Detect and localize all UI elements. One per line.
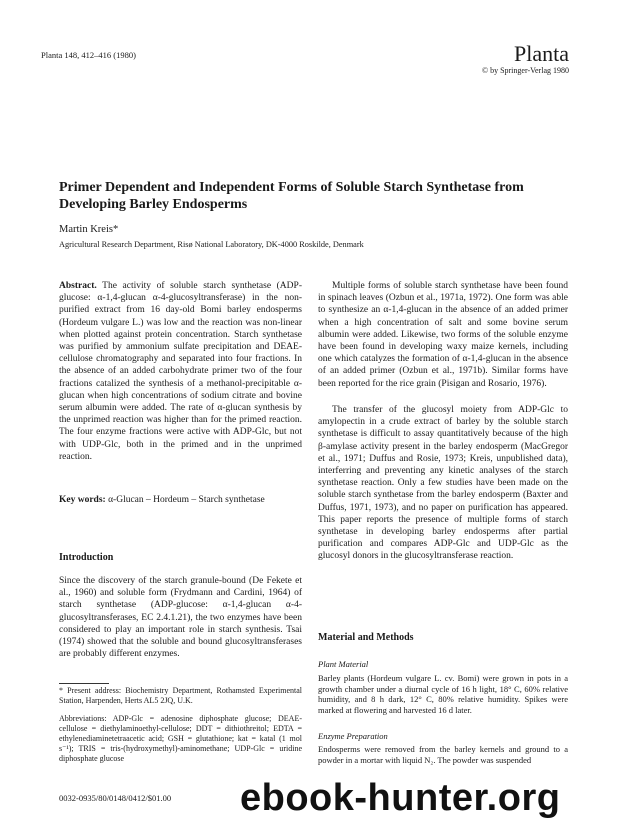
keywords-text: α-Glucan – Hordeum – Starch synthetase: [108, 495, 265, 505]
article-title: Primer Dependent and Independent Forms of Soluble Starch Synthetase from Developing Barley Endosperms: [59, 180, 524, 212]
article-code: 0032-0935/80/0148/0412/$01.00: [59, 793, 172, 803]
right-paragraph-2: The transfer of the glucosyl moiety from ADP-Glc to amylopectin in a crude extract of barley by the soluble starch synthetase is difficult to assay quantitatively because of the high β-amylase activity present in the barley endosperm (MacGregor et al., 1971; Duffus and Rosie, 1973; Kreis, unpublished data), interferring and preventing any kinetic analyses of the starch synthetase reaction. Only a few studies have been made on the soluble starch synthetase from the barley endosperm (Baxter and Duffus, 1971, 1973), and no paper on purification has appeared. This paper reports the presence of multiple forms of starch synthetase in developing barley endosperms after partial purification and compares ADP-Glc and UDP-Glc as the glucosyl donors in the glucosyltransferase reaction.: [318, 405, 568, 562]
keywords-label: Key words:: [59, 495, 106, 505]
journal-name: Planta: [514, 41, 569, 66]
footnote-divider: [59, 683, 109, 684]
plant-material-heading: Plant Material: [318, 659, 369, 669]
right-paragraph-1: Multiple forms of soluble starch synthetase have been found in spinach leaves (Ozbun et al., 1971a, 1972). One form was able to synthesize an α-1,4-glucan in the absence of an added primer when a high concentration of salt and some bovine serum albumin were added. Likewise, two forms of the soluble enzyme have been found in developing waxy maize kernels, including one which catalyzes the formation of α-1,4-glucan in the absence of an added primer (Ozbun et al., 1971b). Similar forms have been reported for the rice grain (Pisigan and Rosario, 1976).: [318, 281, 568, 389]
copyright-notice: © by Springer-Verlag 1980: [481, 66, 569, 75]
watermark-link[interactable]: ebook-hunter.org: [240, 777, 561, 819]
enzyme-preparation-text: Endosperms were removed from the barley kernels and ground to a powder in a mortar with liquid N₂. The powder was suspended: [318, 744, 568, 765]
introduction-paragraph: Since the discovery of the starch granule-bound (De Fekete et al., 1960) and soluble form (Frydmann and Cardini, 1964) of starch synthetase (ADP-glucose: α-1,4-glucan α-4-glucosyltransferases, EC 2.4.1.21), the two enzymes have been considered to play an important role in starch synthesis. Tsai (1974) showed that the soluble and bound glucosyltransferases are probably different enzymes.: [59, 576, 302, 660]
abstract-text: The activity of soluble starch synthetase (ADP-glucose: α-1,4-glucan α-4-glucosyltransferase) in the non-purified extract from 16 day-old Bomi barley endosperms (Hordeum vulgare L.) was low and the reaction was non-linear when plotted against protein concentration. Starch synthetase was purified by ammonium sulfate precipitation and DEAE-cellulose chromatography and separated into four fractions. In the absence of an added carbohydrate primer two of the four fractions catalized the synthesis of a methanol-precipitable α-glucan when high concentrations of sodium citrate and bovine serum albumin were added. The rate of α-glucan synthesis by the unprimed reaction was higher than for the primed reaction. The four enzyme fractions were active with ADP-Glc, but not with UDP-Glc, both in the primed and in the unprimed reaction.: [59, 281, 302, 462]
author-name: Martin Kreis*: [59, 224, 119, 235]
present-address-footnote: * Present address: Biochemistry Department, Rothamsted Experimental Station, Harpenden, Herts AL5 2JQ, U.K.: [59, 686, 302, 705]
methods-heading: Material and Methods: [318, 632, 414, 643]
enzyme-preparation-heading: Enzyme Preparation: [318, 731, 388, 741]
abstract-paragraph: [59, 280, 302, 463]
journal-citation: Planta 148, 412–416 (1980): [41, 50, 136, 60]
author-affiliation: Agricultural Research Department, Risø National Laboratory, DK-4000 Roskilde, Denmark: [59, 240, 364, 249]
journal-masthead: [482, 43, 569, 75]
abstract-label: Abstract.: [59, 281, 97, 291]
introduction-heading: Introduction: [59, 552, 114, 563]
keywords-line: [59, 494, 302, 506]
plant-material-text: Barley plants (Hordeum vulgare L. cv. Bomi) were grown in pots in a growth chamber under a diurnal cycle of 16 h light, 18° C, 60% relative humidity, and 8 h dark, 12° C, 80% relative humidity. Spikes were marked at flowering and harvested 16 d later.: [318, 673, 568, 715]
abbreviations-footnote: Abbreviations: ADP-Glc = adenosine diphosphate glucose; DEAE-cellulose = diethylaminoethyl-cellulose; DDT = dithiothreitol; EDTA = ethylenediaminetetraacetic acid; GSH = glutathione; kat = katal (1 mol s⁻¹); TRIS = tris-(hydroxymethyl)-aminomethane; UDP-Glc = uridine diphosphate glucose: [59, 714, 302, 763]
